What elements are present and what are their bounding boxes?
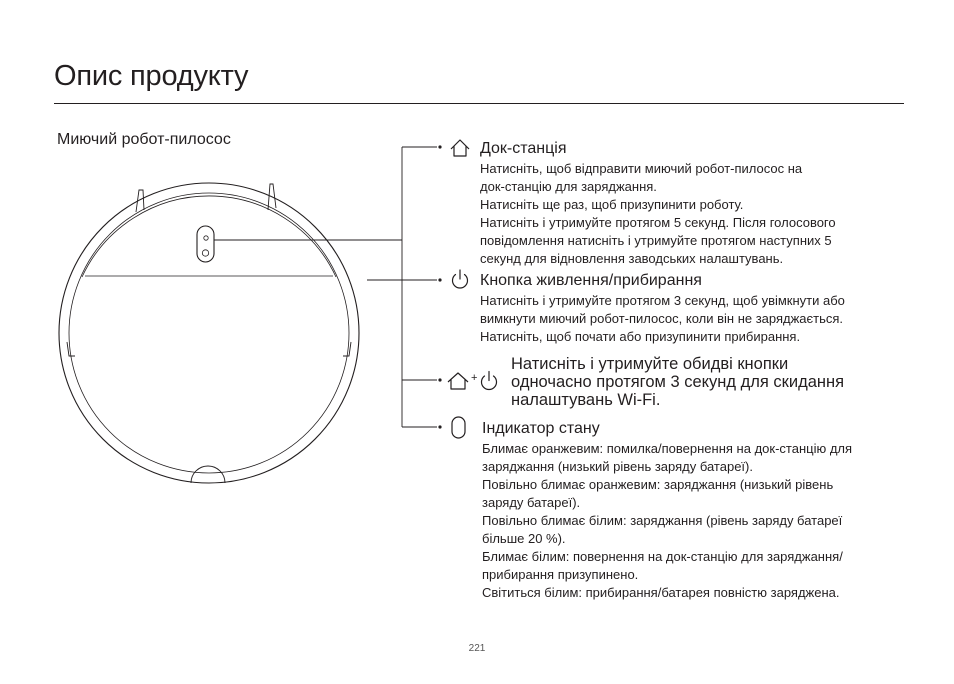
power-button-description bbox=[480, 292, 845, 346]
page-title: Опис продукту bbox=[54, 60, 249, 92]
robot-power-button-mark bbox=[202, 250, 208, 256]
power-icon bbox=[482, 372, 497, 390]
callout-dot-status bbox=[438, 425, 441, 428]
robot-inner-rim bbox=[69, 193, 349, 473]
dock-button-title: Док-станція bbox=[480, 140, 567, 157]
bumper-tab-right bbox=[343, 342, 351, 356]
home-icon bbox=[448, 373, 468, 389]
dock-desc-line: док-станцію для заряджання. bbox=[480, 179, 657, 194]
bumper-tab-left bbox=[67, 342, 75, 356]
robot-bumper-arc bbox=[82, 196, 336, 277]
dock-desc-line: повідомлення натисніть і утримуйте протягом наступних 5 bbox=[480, 233, 832, 248]
side-brush-left bbox=[136, 190, 144, 212]
power-desc-line: Натисніть, щоб почати або призупинити прибирання. bbox=[480, 329, 801, 344]
wifi-reset-description bbox=[511, 355, 844, 409]
status-desc-line: заряджання (низький рівень заряду батареї). bbox=[482, 459, 753, 474]
dock-desc-line: Натисніть і утримуйте протягом 5 секунд. Після голосового bbox=[480, 215, 836, 230]
power-desc-line: вимкнути миючий робот-пилосос, коли він не заряджається. bbox=[480, 311, 844, 326]
power-desc-line: Натисніть і утримуйте протягом 3 секунд, щоб увімкнути або bbox=[480, 293, 845, 308]
status-desc-line: більше 20 %). bbox=[482, 531, 566, 546]
wifi-desc-line: одночасно протягом 3 секунд для скидання bbox=[511, 373, 845, 391]
status-indicator-description bbox=[482, 440, 852, 602]
product-subtitle: Миючий робот-пилосос bbox=[57, 131, 231, 148]
dock-desc-line: секунд для відновлення заводських налаштувань. bbox=[480, 251, 784, 266]
status-desc-line: Світиться білим: прибирання/батарея повністю заряджена. bbox=[482, 585, 840, 600]
robot-vacuum-illustration bbox=[59, 183, 359, 483]
power-button-title: Кнопка живлення/прибирання bbox=[480, 272, 702, 289]
robot-dock-button-mark bbox=[204, 236, 208, 240]
robot-rear-bumper-notch bbox=[191, 466, 225, 483]
callout-dot-dock bbox=[438, 145, 441, 148]
power-button-section bbox=[480, 271, 845, 346]
power-icon bbox=[453, 270, 468, 288]
dock-button-description bbox=[480, 160, 836, 268]
callout-lines bbox=[214, 147, 437, 427]
callout-markers bbox=[438, 145, 441, 428]
status-desc-line: Повільно блимає білим: заряджання (рівень заряду батареї bbox=[482, 513, 843, 528]
wifi-desc-line: налаштувань Wi-Fi. bbox=[511, 391, 661, 409]
page-number: 221 bbox=[468, 643, 486, 654]
status-indicator-title: Індикатор стану bbox=[482, 420, 600, 437]
callout-dot-wifi bbox=[438, 378, 441, 381]
dock-desc-line: Натисніть, щоб відправити миючий робот-пилосос на bbox=[480, 161, 803, 176]
robot-outer-body bbox=[59, 183, 359, 483]
robot-button-panel bbox=[197, 226, 214, 262]
status-indicator-section bbox=[482, 419, 852, 602]
plus-sign: + bbox=[471, 372, 478, 384]
status-desc-line: прибирання призупинено. bbox=[482, 567, 639, 582]
callout-dot-power bbox=[438, 278, 441, 281]
status-desc-line: Повільно блимає оранжевим: заряджання (низький рівень bbox=[482, 477, 834, 492]
indicator-icon bbox=[452, 417, 465, 438]
status-desc-line: Блимає оранжевим: помилка/повернення на док-станцію для bbox=[482, 441, 853, 456]
home-icon bbox=[451, 140, 469, 156]
status-desc-line: Блимає білим: повернення на док-станцію для заряджання/ bbox=[482, 549, 843, 564]
status-desc-line: заряду батареї). bbox=[482, 495, 581, 510]
dock-button-section bbox=[480, 139, 836, 268]
wifi-desc-line: Натисніть і утримуйте обидві кнопки bbox=[511, 355, 789, 373]
dock-desc-line: Натисніть ще раз, щоб призупинити роботу. bbox=[480, 197, 744, 212]
